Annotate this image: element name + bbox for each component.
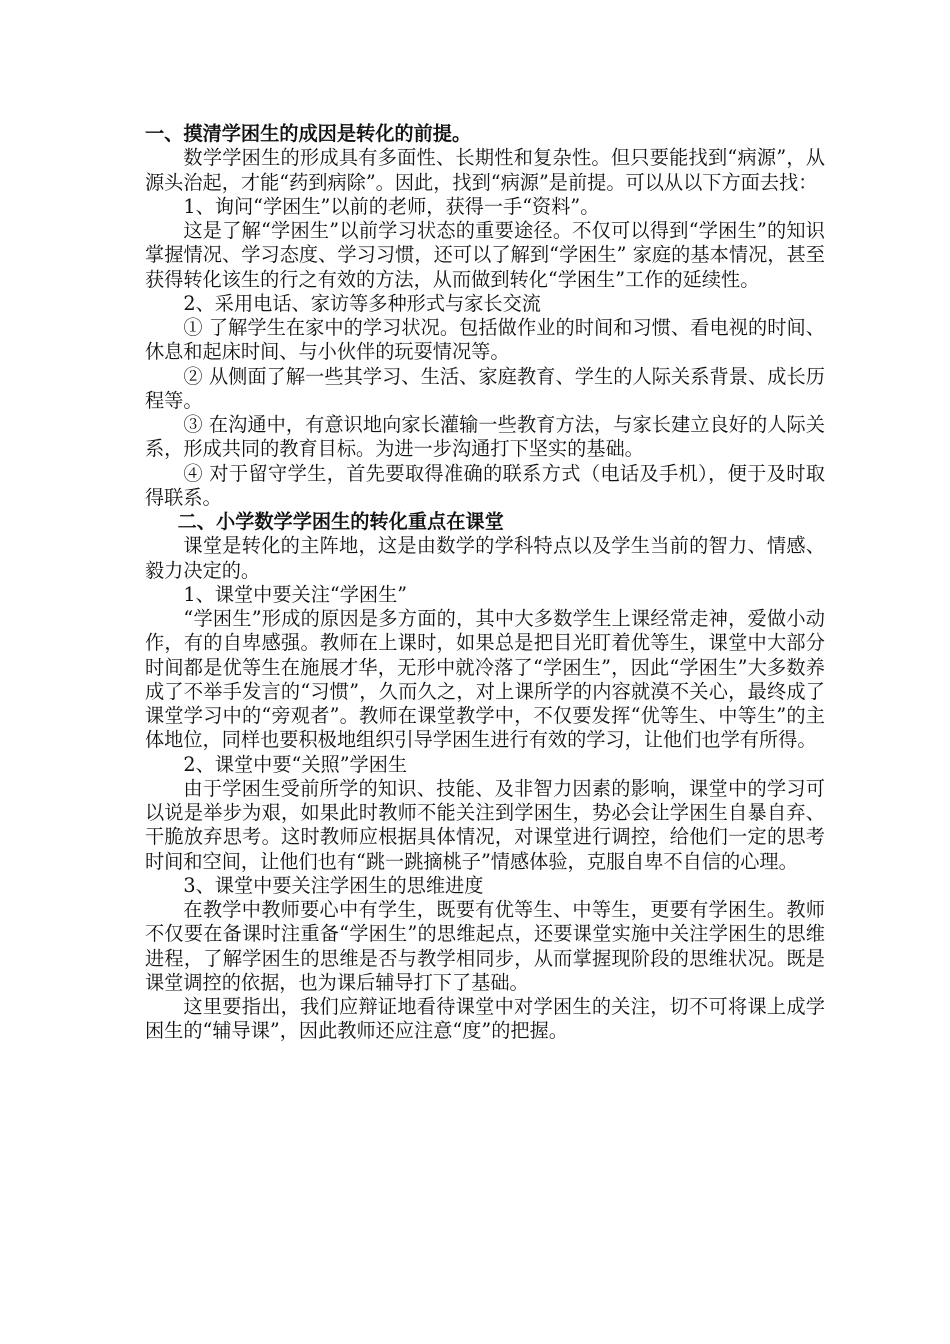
list-item: ② 从侧面了解一些其学习、生活、家庭教育、学生的人际关系背景、成长历程等。 [145,364,825,412]
list-item: 2、课堂中要“关照”学困生 [183,752,408,776]
paragraph: 在教学中教师要心中有学生，既要有优等生、中等生，更要有学困生。教师不仅要在备课时注重备“学困生”的思维起点，还要课堂实施中关注学困生的思维进程，了解学困生的思维是否与教学相同步，从而掌握现阶段的思维状况。既是课堂调控的依据，也为课后辅导打下了基础。 [145,898,825,994]
paragraph: 数学学困生的形成具有多面性、长期性和复杂性。但只要能找到“病源”，从源头治起，才能“药到病除”。因此，找到“病源”是前提。可以从以下方面去找： [145,146,825,194]
list-item: ④ 对于留守学生，首先要取得准确的联系方式（电话及手机），便于及时取得联系。 [145,461,825,509]
list-item: 2、采用电话、家访等多种形式与家长交流 [183,291,541,315]
list-item: 1、询问“学困生”以前的老师，获得一手“资料”。 [183,194,600,218]
list-item: 3、课堂中要关注学困生的思维进度 [183,873,484,897]
list-item: 1、课堂中要关注“学困生” [183,582,408,606]
list-item: ① 了解学生在家中的学习状况。包括做作业的时间和习惯、看电视的时间、休息和起床时间、与小伙伴的玩耍情况等。 [145,316,825,364]
paragraph: 这里要指出，我们应辩证地看待课堂中对学困生的关注，切不可将课上成学困生的“辅导课”，因此教师还应注意“度”的把握。 [145,995,825,1043]
section-heading-1: 一、摸清学困生的成因是转化的前提。 [145,122,472,145]
list-item: ③ 在沟通中，有意识地向家长灌输一些教育方法，与家长建立良好的人际关系，形成共同的教育目标。为进一步沟通打下坚实的基础。 [145,413,825,461]
paragraph: “学困生”形成的原因是多方面的，其中大多数学生上课经常走神，爱做小动作，有的自卑感强。教师在上课时，如果总是把目光盯着优等生，课堂中大部分时间都是优等生在施展才华，无形中就冷落了“学困生”，因此“学困生”大多数养成了不举手发言的“习惯”，久而久之，对上课所学的内容就漠不关心，最终成了课堂学习中的“旁观者”。教师在课堂教学中，不仅要发挥“优等生、中等生”的主体地位，同样也要积极地组织引导学困生进行有效的学习，让他们也学有所得。 [145,607,825,752]
paragraph: 课堂是转化的主阵地，这是由数学的学科特点以及学生当前的智力、情感、毅力决定的。 [145,534,825,582]
paragraph: 这是了解“学困生”以前学习状态的重要途径。不仅可以得到“学困生”的知识掌握情况、学习态度、学习习惯，还可以了解到“学困生” 家庭的基本情况，甚至获得转化该生的行之有效的方法，从而做到转化“学困生”工作的延续性。 [145,219,825,291]
section-heading-2: 二、小学数学学困生的转化重点在课堂 [177,510,504,533]
document-page [145,122,825,1044]
paragraph: 由于学困生受前所学的知识、技能、及非智力因素的影响，课堂中的学习可以说是举步为艰，如果此时教师不能关注到学困生，势必会让学困生自暴自弃、干脆放弃思考。这时教师应根据具体情况，对课堂进行调控，给他们一定的思考时间和空间，让他们也有“跳一跳摘桃子”情感体验，克服自卑不自信的心理。 [145,776,825,873]
